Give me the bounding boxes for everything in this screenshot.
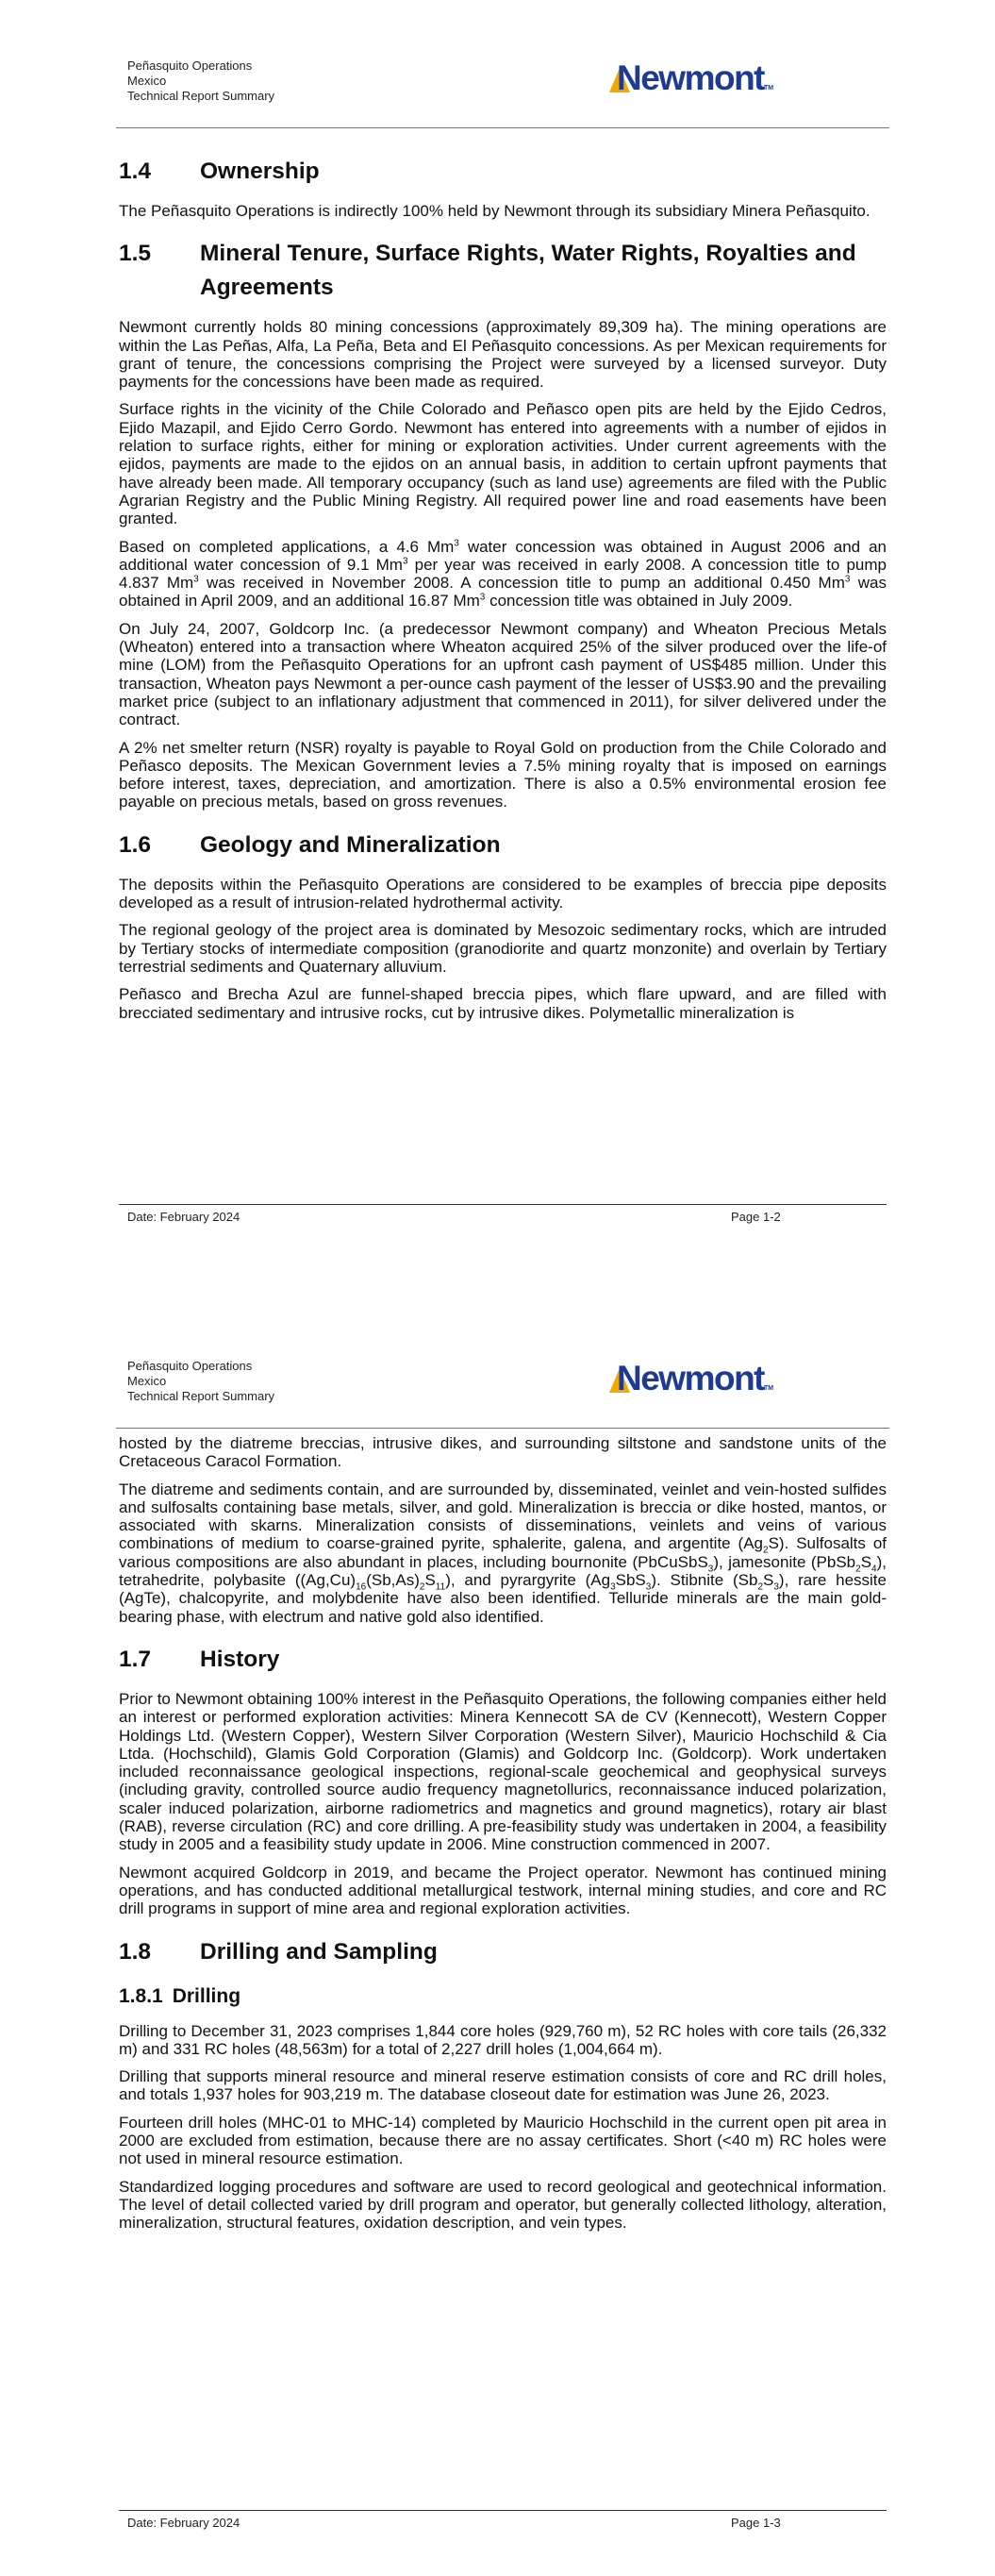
paragraph <box>119 921 887 976</box>
subscript: 3 <box>645 1581 652 1593</box>
newmont-logo <box>609 1359 773 1398</box>
subscript: 2 <box>419 1581 425 1593</box>
section-heading <box>119 828 887 862</box>
superscript: 3 <box>844 574 851 585</box>
paragraph <box>119 1864 887 1918</box>
text-run: Peñasco and Brecha Azul are funnel-shaped breccia pipes, which flare upward, and are filled with brecciated sedimentary and intrusive rocks, cut by intrusive dikes. Polymetallic mineralization is <box>119 985 887 1022</box>
footer-page-number: Page 1-2 <box>731 1210 781 1224</box>
section-title: Drilling <box>172 1984 241 2007</box>
text-run: concession title was obtained in July 2009. <box>485 592 793 611</box>
paragraph <box>119 400 887 527</box>
logo-trademark: TM <box>764 1385 774 1392</box>
section-number: 1.4 <box>119 159 152 184</box>
paragraph <box>119 985 887 1022</box>
subscript: 4 <box>871 1564 877 1575</box>
section-title: Drilling and Sampling <box>200 1938 438 1965</box>
footer-page-number: Page 1-3 <box>731 2516 781 2530</box>
header-text <box>127 1359 274 1404</box>
text-run: water concession was obtained in August 2006 and an additional water concession of 9.1 Mm <box>119 537 887 574</box>
text-run: ). Stibnite (Sb <box>651 1571 758 1590</box>
page-1-3 <box>0 1302 995 2576</box>
footer-divider <box>119 2510 887 2511</box>
subscript: 2 <box>855 1564 861 1575</box>
superscript: 3 <box>479 592 486 603</box>
text-run: Drilling to December 31, 2023 comprises 1,844 core holes (929,760 m), 52 RC holes with core tails (26,332 m) and 331 RC holes (48,563m) for a total of 2,227 drill holes (1,004,664 m). <box>119 2021 887 2058</box>
header-operation: Peñasquito Operations <box>127 1359 253 1373</box>
subscript: 3 <box>707 1564 714 1575</box>
paragraph <box>119 1480 887 1626</box>
section-heading <box>119 1935 887 1969</box>
header-operation: Peñasquito Operations <box>127 59 253 73</box>
paragraph <box>119 538 887 611</box>
text-run: (Sb,As) <box>366 1571 420 1590</box>
text-run: SbS <box>615 1571 646 1590</box>
text-run: Fourteen drill holes (MHC-01 to MHC-14) completed by Mauricio Hochschild in the current open pit area in 2000 are excluded from estimation, because there are no assay certificates. Short (<40 m) RC holes were not used in mineral resource estimation. <box>119 2113 887 2168</box>
page-content <box>119 151 887 1031</box>
subscript: 3 <box>773 1581 779 1593</box>
section-number: 1.7 <box>119 1646 152 1672</box>
text-run: ), rare hessite (AgTe), chalcopyrite, and molybdenite have also been identified. Telluride minerals are the main gold-bearing phase, with electrum and native gold also identified. <box>119 1571 887 1626</box>
text-run: On July 24, 2007, Goldcorp Inc. (a predecessor Newmont company) and Wheaton Precious Metals (Wheaton) entered into a transaction where Wheaton acquired 25% of the silver produced over the life-of mine (LOM) from the Peñasquito Operations for an upfront cash payment of US$485 million. Under this transaction, Wheaton pays Newmont a per-ounce cash payment of the lesser of US$3.90 and the prevailing market price (subject to an inflationary adjustment that commenced in 2011), for silver delivered under the contract. <box>119 619 887 729</box>
section-title: History <box>200 1646 280 1672</box>
text-run: Newmont acquired Goldcorp in 2019, and became the Project operator. Newmont has continued mining operations, and has conducted additional metallurgical testwork, internal mining studies, and core and RC drill programs in support of mine area and regional exploration activities. <box>119 1863 887 1918</box>
page-content <box>119 1434 887 2242</box>
superscript: 3 <box>193 574 199 585</box>
subsection-heading <box>119 1982 887 2011</box>
section-number: 1.8 <box>119 1938 152 1965</box>
text-run: S <box>763 1571 774 1590</box>
subscript: 2 <box>757 1581 764 1593</box>
text-run: Standardized logging procedures and software are used to record geological and geotechnical information. The level of detail collected varied by drill program and operator, but generally collected lithology, alteration, mineralization, structural features, oxidation description, and vein types. <box>119 2177 887 2233</box>
superscript: 3 <box>454 537 459 548</box>
logo-text: Newmont <box>617 59 764 97</box>
subscript: 11 <box>435 1581 446 1593</box>
text-run: ), and pyrargyrite (Ag <box>445 1571 611 1590</box>
paragraph <box>119 2114 887 2168</box>
newmont-logo <box>609 59 773 98</box>
section-title: Ownership <box>200 159 320 184</box>
section-number: 1.6 <box>119 831 152 858</box>
section-heading <box>119 237 887 305</box>
section-number: 1.8.1 <box>119 1984 163 2007</box>
section-number: 1.5 <box>119 241 152 267</box>
text-run: Based on completed applications, a 4.6 Mm <box>119 537 455 556</box>
text-run: The diatreme and sediments contain, and are surrounded by, disseminated, veinlet and vein-hosted sulfides and sulfosalts containing base metals, silver, and gold. Mineralization is breccia or dike hosted, mantos, or associated with skarns. Mineralization consists of disseminations, veinlets and veins of various combinations of medium to coarse-grained pyrite, sphalerite, galena, and argentite (Ag <box>119 1480 887 1553</box>
section-title: Mineral Tenure, Surface Rights, Water Rights, Royalties and Agreements <box>200 241 856 301</box>
subscript: 16 <box>356 1581 367 1593</box>
header-report-type: Technical Report Summary <box>127 1389 275 1403</box>
text-run: Newmont currently holds 80 mining concessions (approximately 89,309 ha). The mining operations are within the Las Peñas, Alfa, La Peña, Beta and El Peñasquito concessions. As per Mexican requirements for grant of tenure, the concessions comprising the Project were surveyed by a licensed surveyor. Duty payments for the concessions have been made as required. <box>119 318 887 392</box>
text-run: S <box>860 1552 872 1571</box>
header-report-type: Technical Report Summary <box>127 89 275 103</box>
superscript: 3 <box>402 556 408 567</box>
paragraph <box>119 2022 887 2059</box>
text-run: was received in November 2008. A concession title to pump an additional 0.450 Mm <box>198 574 845 593</box>
footer-date: Date: February 2024 <box>127 1210 240 1224</box>
text-run: Surface rights in the vicinity of the Chile Colorado and Peñasco open pits are held by the Ejido Cedros, Ejido Mazapil, and Ejido Cerro Gordo. Newmont has entered into agreements with a number of ejidos in relation to surface rights, either for mining or exploration activities. Under current agreements with the ejidos, payments are made to the ejidos on an annual basis, in addition to certain upfront payments that have already been made. All temporary occupancy (such as land use) agreements are filed with the Public Agrarian Registry and the Public Mining Registry. All required power line and road easements have been granted. <box>119 400 887 528</box>
header-divider <box>116 1428 889 1429</box>
paragraph <box>119 1690 887 1854</box>
text-run: Drilling that supports mineral resource and mineral reserve estimation consists of core and RC drill holes, and totals 1,937 holes for 903,219 m. The database closeout date for estimation was June 26, 2023. <box>119 2067 887 2104</box>
text-run: was obtained in April 2009, and an additional 16.87 Mm <box>119 574 887 611</box>
text-run: hosted by the diatreme breccias, intrusive dikes, and surrounding siltstone and sandstone units of the Cretaceous Caracol Formation. <box>119 1434 887 1471</box>
paragraph <box>119 739 887 811</box>
paragraph <box>119 202 887 220</box>
header-country: Mexico <box>127 74 167 88</box>
section-heading <box>119 155 887 189</box>
paragraph <box>119 876 887 912</box>
footer-date: Date: February 2024 <box>127 2516 240 2530</box>
paragraph <box>119 1434 887 1471</box>
section-heading <box>119 1643 887 1677</box>
subscript: 3 <box>610 1581 616 1593</box>
text-run: S). Sulfosalts of various compositions are also abundant in places, including bournonite (PbCuSbS <box>119 1534 887 1571</box>
header-country: Mexico <box>127 1374 167 1388</box>
text-run: Prior to Newmont obtaining 100% interest in the Peñasquito Operations, the following companies either held an interest or performed exploration activities: Minera Kennecott SA de CV (Kennecott), Western Copper Holdings Ltd. (Western Copper), Western Silver Corporation (Western Silver), Mauricio Hochschild & Cia Ltda. (Hochschild), Glamis Gold Corporation (Glamis) and Goldcorp Inc. (Goldcorp). Work undertaken included reconnaissance geological inspections, regional-scale geochemical and geophysical surveys (including gravity, controlled source audio frequency magnetollurics, reconnaissance induced polarization, scaler induced polarization, airborne radiometrics and magnetics and ground magnetics), rotary air blast (RAB), reverse circulation (RC) and core drilling. A pre-feasibility study was undertaken in 2004, a feasibility study in 2005 and a feasibility study update in 2006. Mine construction commenced in 2007. <box>119 1689 887 1854</box>
paragraph <box>119 2067 887 2104</box>
text-run: per year was received in early 2008. A concession title to pump 4.837 Mm <box>119 555 887 593</box>
text-run: The Peñasquito Operations is indirectly 100% held by Newmont through its subsidiary Minera Peñasquito. <box>119 202 871 220</box>
section-title: Geology and Mineralization <box>200 831 501 858</box>
subscript: 2 <box>763 1545 769 1556</box>
paragraph <box>119 2178 887 2233</box>
logo-text: Newmont <box>617 1359 764 1397</box>
paragraph <box>119 620 887 729</box>
text-run: ), tetrahedrite, polybasite ((Ag,Cu) <box>119 1552 887 1590</box>
text-run: The deposits within the Peñasquito Operations are considered to be examples of breccia pipe deposits developed as a result of intrusion-related hydrothermal activity. <box>119 875 887 912</box>
paragraph <box>119 318 887 391</box>
logo-trademark: TM <box>764 85 774 92</box>
header-text <box>127 59 274 104</box>
footer-divider <box>119 1204 887 1205</box>
text-run: S <box>424 1571 436 1590</box>
text-run: ), jamesonite (PbSb <box>713 1552 856 1571</box>
text-run: A 2% net smelter return (NSR) royalty is payable to Royal Gold on production from the Chile Colorado and Peñasco deposits. The Mexican Government levies a 7.5% mining royalty that is imposed on earnings before interest, taxes, depreciation, and amortization. There is also a 0.5% environmental erosion fee payable on precious metals, based on gross revenues. <box>119 738 887 811</box>
header-divider <box>116 127 889 128</box>
text-run: The regional geology of the project area is dominated by Mesozoic sedimentary rocks, which are intruded by Tertiary stocks of intermediate composition (granodiorite and quartz monzonite) and overlain by Tertiary terrestrial sediments and Quaternary alluvium. <box>119 921 887 976</box>
